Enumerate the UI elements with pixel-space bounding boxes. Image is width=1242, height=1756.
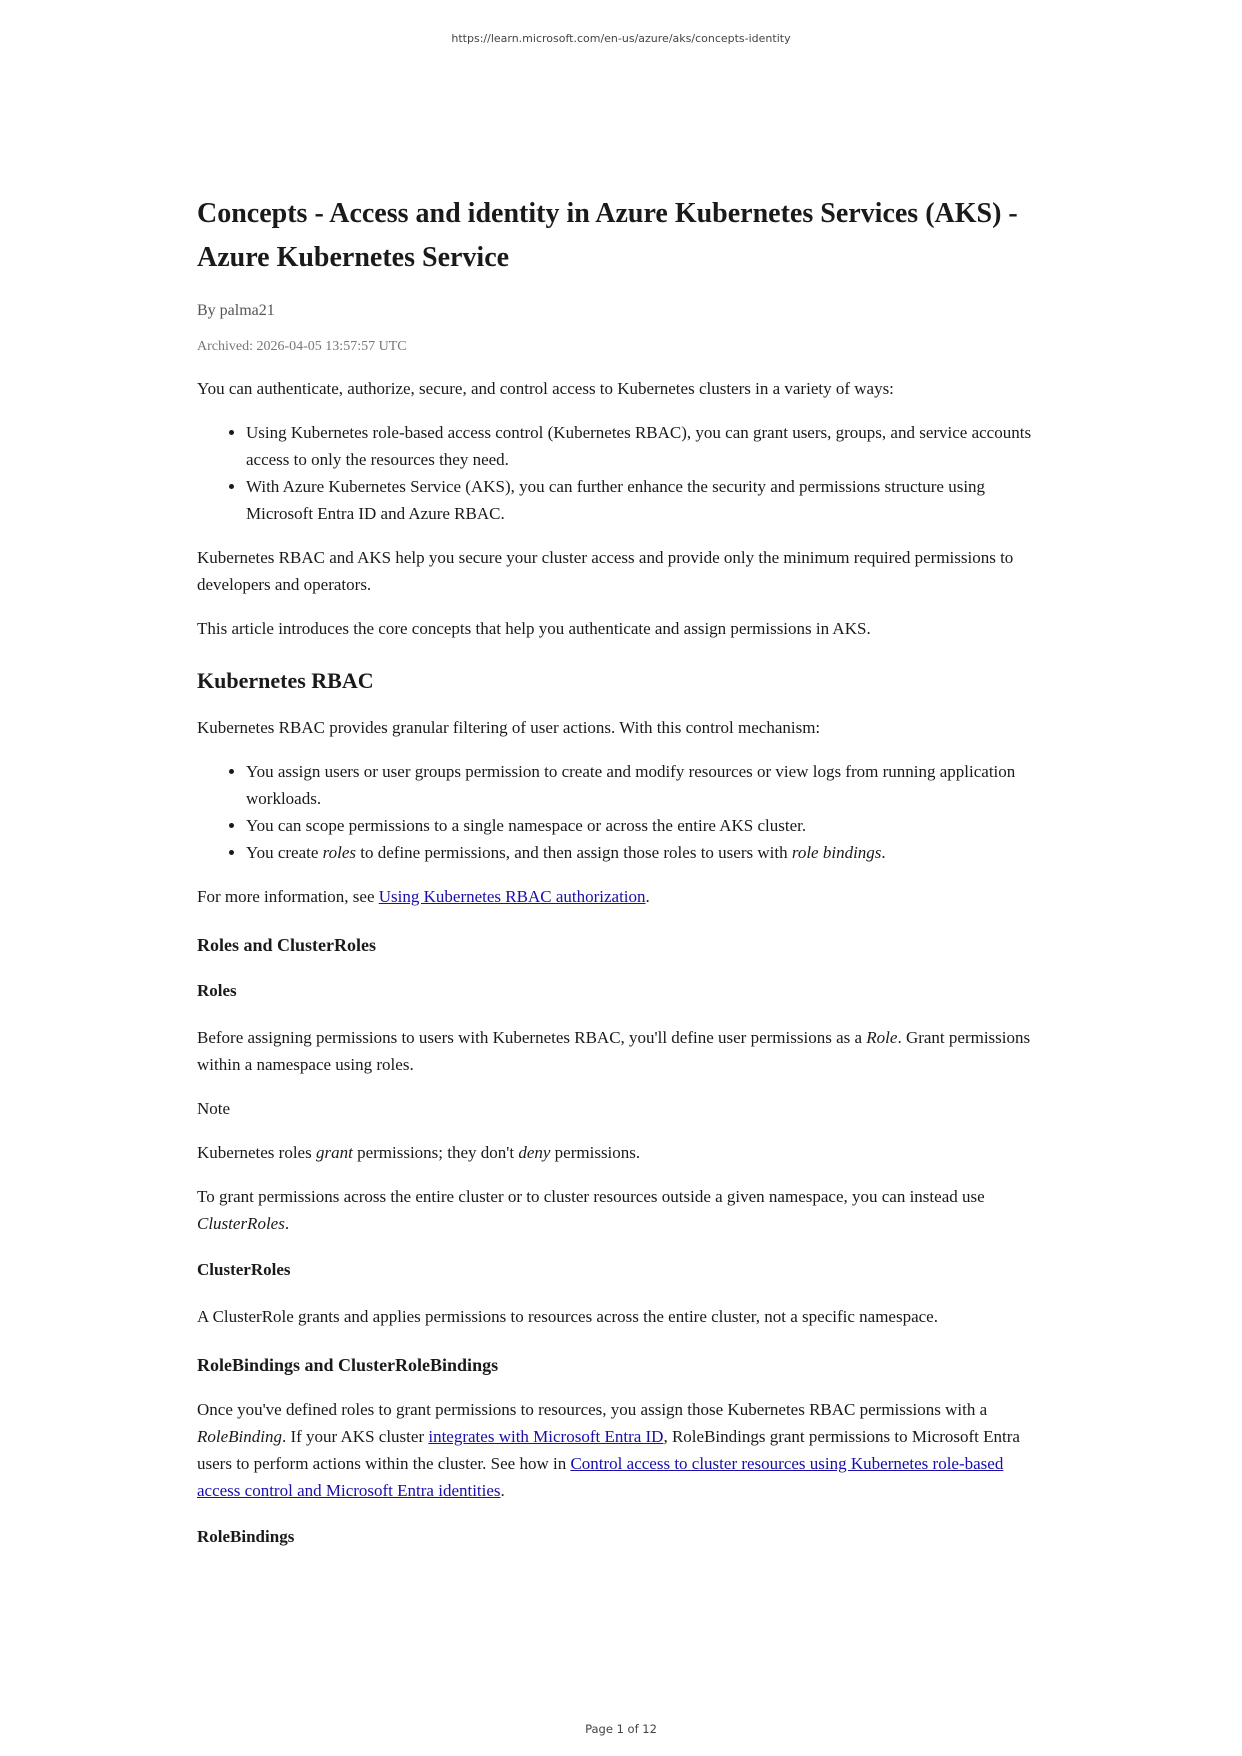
list-item: • Using Kubernetes role-based access control (Kubernetes RBAC), you can grant users, groups, and service accounts access to only the resources they need.	[246, 419, 1047, 473]
list-item: • You assign users or user groups permission to create and modify resources or view logs from running application workloads.	[246, 758, 1047, 812]
page-title: Concepts - Access and identity in Azure Kubernetes Services (AKS) - Azure Kubernetes Service	[197, 198, 1018, 273]
kubernetes-rbac-heading: Kubernetes RBAC	[197, 668, 374, 693]
clusterroles-paragraph: A ClusterRole grants and applies permissions to resources across the entire cluster, not a specific namespace.	[197, 1307, 938, 1326]
text-run: . If your AKS cluster	[281, 1427, 429, 1446]
text-run: permissions; they don't	[352, 1143, 519, 1162]
text-run: For more information, see	[197, 887, 379, 906]
minimum-permissions-paragraph: Kubernetes RBAC and AKS help you secure your cluster access and provide only the minimum required permissions to developers and operators.	[197, 548, 1014, 594]
more-info-paragraph	[197, 883, 1047, 910]
rolebindings-heading: RoleBindings	[197, 1527, 295, 1546]
note-label: Note	[197, 1099, 231, 1118]
clusterroles-heading: ClusterRoles	[197, 1260, 291, 1279]
page-number: Page 1 of 12	[585, 1722, 657, 1736]
roles-paragraph	[197, 1024, 1047, 1078]
emphasis-role-bindings: role bindings	[791, 843, 882, 862]
rbac-intro-paragraph: Kubernetes RBAC provides granular filtering of user actions. With this control mechanism:	[197, 718, 821, 737]
text-run: .	[500, 1481, 505, 1500]
article-summary-paragraph: This article introduces the core concepts that help you authenticate and assign permissions in AKS.	[197, 619, 871, 638]
text-run: You create	[246, 843, 323, 862]
byline: By palma21	[197, 302, 275, 319]
archived-timestamp: Archived: 2026-04-05 13:57:57 UTC	[197, 339, 407, 354]
text-run: . Grant permissions within a namespace using roles.	[197, 1028, 1031, 1074]
emphasis-roles: roles	[322, 843, 357, 862]
text-run: .	[881, 843, 886, 862]
page-url: https://learn.microsoft.com/en-us/azure/aks/concepts-identity	[451, 32, 791, 45]
emphasis-role: Role	[866, 1028, 898, 1047]
rbac-authorization-link[interactable]: Using Kubernetes RBAC authorization	[378, 887, 646, 906]
text-run: Kubernetes roles	[197, 1143, 316, 1162]
intro-list	[197, 419, 1047, 527]
emphasis-deny: deny	[518, 1143, 551, 1162]
list-item: • With Azure Kubernetes Service (AKS), you can further enhance the security and permissions structure using Microsoft Entra ID and Azure RBAC.	[246, 473, 1047, 527]
text-run: To grant permissions across the entire cluster or to cluster resources outside a given namespace, you can instead use	[197, 1187, 985, 1206]
rolebindings-and-clusterrolebindings-heading: RoleBindings and ClusterRoleBindings	[197, 1355, 499, 1375]
emphasis-clusterroles: ClusterRoles	[197, 1214, 285, 1233]
roles-heading: Roles	[197, 981, 237, 1000]
text-run: permissions.	[550, 1143, 641, 1162]
text-run: .	[645, 887, 650, 906]
control-access-link[interactable]: Control access to cluster resources using Kubernetes role-based access control and Microsoft Entra identities	[197, 1454, 1004, 1500]
intro-paragraph: You can authenticate, authorize, secure, and control access to Kubernetes clusters in a variety of ways:	[197, 379, 894, 398]
text-run: , RoleBindings grant permissions to Microsoft Entra users to perform actions within the cluster. See how in	[197, 1427, 1020, 1473]
text-run: Before assigning permissions to users with Kubernetes RBAC, you'll define user permissions as a	[197, 1028, 867, 1047]
list-item: • You can scope permissions to a single namespace or across the entire AKS cluster.	[246, 812, 1047, 839]
emphasis-rolebinding: RoleBinding	[197, 1427, 282, 1446]
text-run: to define permissions, and then assign those roles to users with	[356, 843, 792, 862]
list-item	[246, 839, 1047, 866]
bindings-paragraph	[197, 1396, 1047, 1504]
text-run: Once you've defined roles to grant permissions to resources, you assign those Kubernetes RBAC permissions with a	[197, 1400, 988, 1419]
rbac-list	[197, 758, 1047, 866]
cluster-wide-paragraph	[197, 1183, 1047, 1237]
article-content	[197, 192, 1047, 1570]
entra-integration-link[interactable]: integrates with Microsoft Entra ID	[428, 1427, 664, 1446]
text-run: .	[284, 1214, 290, 1233]
note-paragraph	[197, 1139, 1047, 1166]
emphasis-grant: grant	[315, 1143, 353, 1162]
roles-and-clusterroles-heading: Roles and ClusterRoles	[197, 935, 376, 955]
